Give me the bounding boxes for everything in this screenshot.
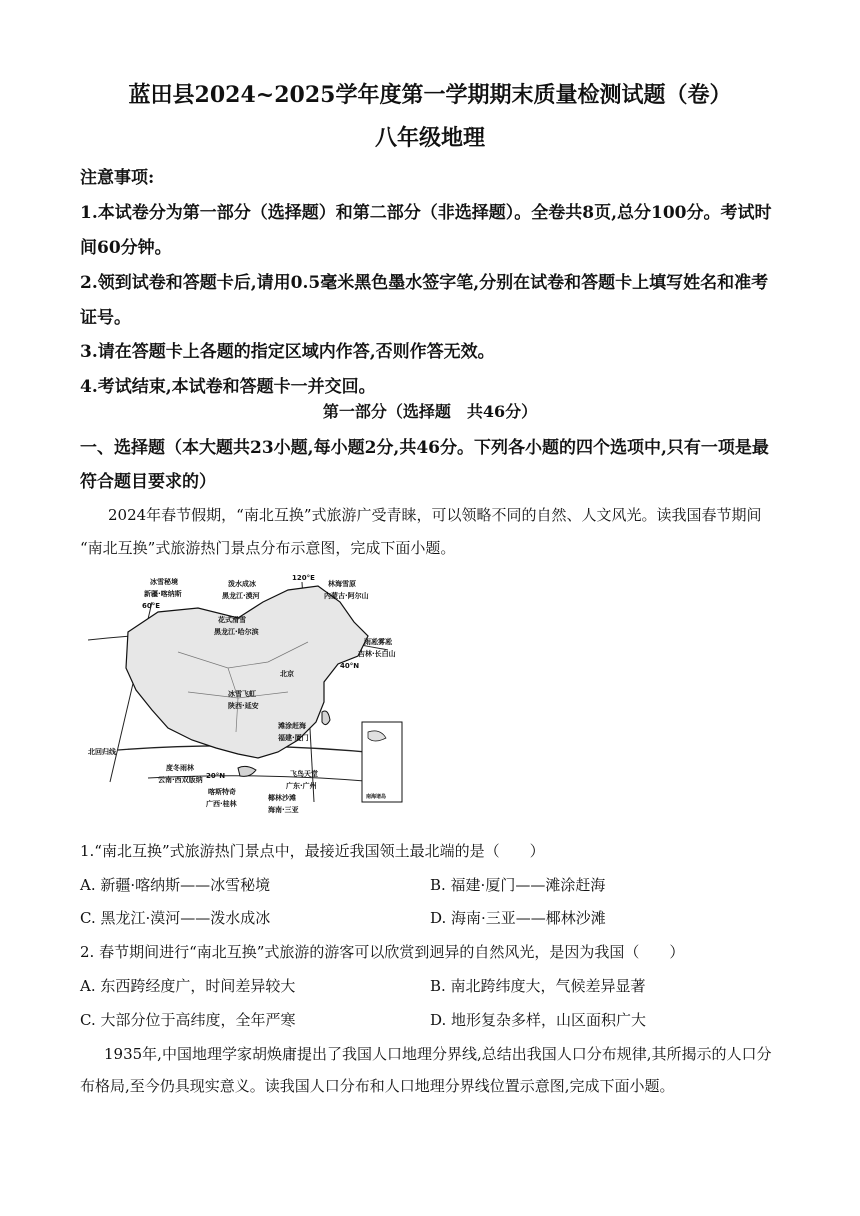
taiwan-island (322, 711, 330, 725)
q2-option-d[interactable]: D. 地形复杂多样，山区面积广大 (430, 1011, 647, 1029)
hainan-island (238, 766, 256, 776)
map-label-3: 60°E (142, 602, 161, 610)
map-label-29: 南海诸岛 (366, 794, 387, 800)
map-label-25: 椰林沙滩 (268, 794, 296, 802)
notice-line-4: 证号。 (80, 308, 131, 328)
notice-line-5: 3.请在答题卡上各题的指定区域内作答,否则作答无效。 (80, 342, 495, 362)
map-label-27: 喀斯特奇 (208, 788, 236, 796)
map-label-1: 冰雪秘境 (150, 578, 178, 586)
map-label-13: 40°N (340, 662, 360, 670)
section-line-1: 一、选择题（本大题共23小题,每小题2分,共46分。下列各小题的四个选项中,只有一项是最 (80, 438, 769, 458)
part1-heading: 第一部分（选择题 共46分） (322, 402, 538, 421)
map-label-11: 雨凇雾凇 (364, 638, 392, 646)
map-label-17: 滩涂赶海 (278, 722, 306, 730)
notice-line-3: 2.领到试卷和答题卡后,请用0.5毫米黑色墨水签字笔,分别在试卷和答题卡上填写姓名和准考 (80, 273, 769, 293)
map-label-8: 内蒙古·阿尔山 (324, 592, 369, 600)
map-label-15: 冰雪飞虹 (228, 690, 256, 698)
exam-title: 蓝田县2024~2025学年度第一学期期末质量检测试题（卷） (128, 82, 732, 108)
map-label-4: 泼水成冰 (228, 580, 256, 588)
q1-option-c[interactable]: C. 黑龙江·漠河——泼水成冰 (80, 909, 271, 927)
map-label-24: 广东·广州 (286, 782, 317, 790)
map-label-20: 度冬雨林 (166, 764, 194, 772)
intro1-line-1: 2024年春节假期，“南北互换”式旅游广受青睐，可以领略不同的自然、人文风光。读我国春节期间 (108, 506, 762, 524)
map-label-19: 北回归线 (88, 748, 116, 756)
map-label-5: 黑龙江·漠河 (222, 592, 260, 600)
map-label-26: 海南·三亚 (268, 806, 299, 814)
q1-option-d[interactable]: D. 海南·三亚——椰林沙滩 (430, 909, 606, 927)
map-label-12: 吉林·长白山 (358, 650, 396, 658)
map-label-21: 云南·西双版纳 (158, 776, 203, 784)
map-label-28: 广西·桂林 (206, 800, 237, 808)
q2-stem: 2. 春节期间进行“南北互换”式旅游的游客可以欣赏到迥异的自然风光，是因为我国（ ） (80, 943, 685, 961)
notice-line-6: 4.考试结束,本试卷和答题卡一并交回。 (80, 377, 376, 397)
map-label-18: 福建·厦门 (278, 734, 309, 742)
q2-option-a[interactable]: A. 东西跨经度广，时间差异较大 (80, 977, 296, 995)
notice-heading: 注意事项: (80, 168, 155, 188)
intro2-line-1: 1935年,中国地理学家胡焕庸提出了我国人口地理分界线,总结出我国人口分布规律,其所揭示的人口分 (104, 1045, 772, 1063)
exam-subtitle: 八年级地理 (374, 125, 485, 151)
q1-option-a[interactable]: A. 新疆·喀纳斯——冰雪秘境 (80, 876, 271, 894)
intro1-line-2: “南北互换”式旅游热门景点分布示意图，完成下面小题。 (80, 539, 456, 557)
tourism-map (88, 572, 412, 818)
map-label-22: 20°N (206, 772, 226, 780)
q1-stem: 1.“南北互换”式旅游热门景点中，最接近我国领土最北端的是（ ） (80, 842, 545, 860)
q2-option-b[interactable]: B. 南北跨纬度大，气候差异显著 (430, 977, 646, 995)
notice-line-2: 间60分钟。 (80, 238, 172, 258)
section-line-2: 符合题目要求的） (80, 472, 216, 492)
china-outline (126, 586, 368, 758)
q1-option-b[interactable]: B. 福建·厦门——滩涂赶海 (430, 876, 606, 894)
map-label-9: 花式滑雪 (218, 616, 246, 624)
map-label-7: 林海雪原 (328, 580, 356, 588)
q2-option-c[interactable]: C. 大部分位于高纬度，全年严寒 (80, 1011, 296, 1029)
map-label-14: 北京 (280, 670, 294, 678)
map-label-16: 陕西·延安 (228, 702, 259, 710)
map-label-2: 新疆·喀纳斯 (144, 590, 182, 598)
map-label-10: 黑龙江·哈尔滨 (214, 628, 259, 636)
intro2-line-2: 布格局,至今仍具现实意义。读我国人口分布和人口地理分界线位置示意图,完成下面小题。 (80, 1077, 675, 1095)
map-label-23: 飞鸟天堂 (290, 770, 318, 778)
map-label-6: 120°E (292, 574, 315, 582)
notice-line-1: 1.本试卷分为第一部分（选择题）和第二部分（非选择题）。全卷共8页,总分100分。考试时 (80, 203, 772, 223)
